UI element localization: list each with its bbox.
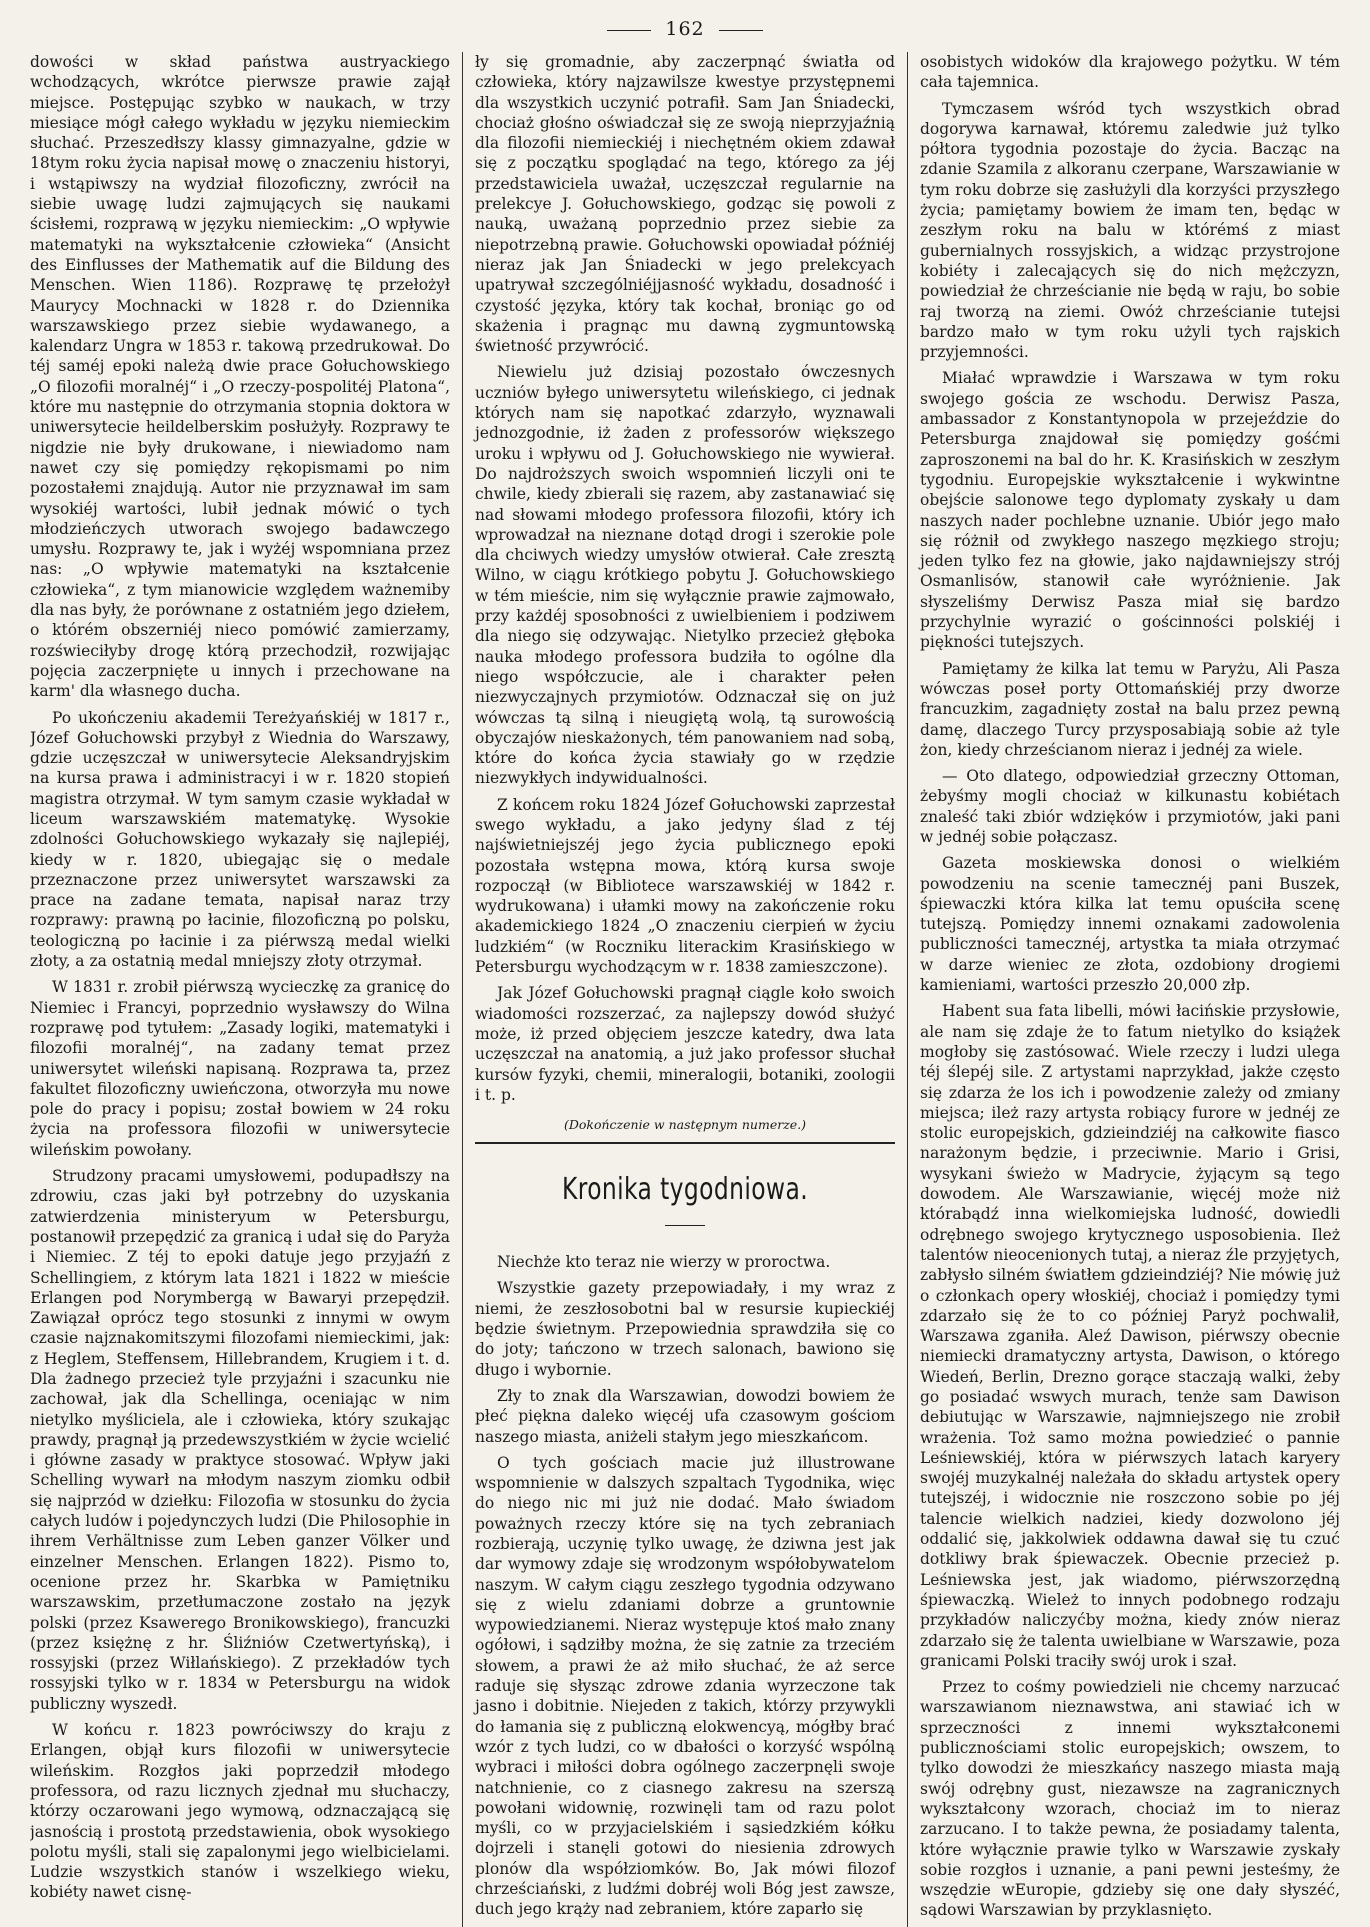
title-underline [665, 1225, 705, 1226]
chronicle-paragraph: osobistych widoków dla krajowego pożytku. W tém cała tajemnica. [920, 53, 1340, 92]
chronicle-paragraph: Habent sua fata libelli, mówi łacińskie przysłowie, ale nam się zdaje że to fatum nietylko do książek mogłoby się zastósować. Wiele rzeczy i ludzi ulega téj ślepéj sile. Z artystami naprzykład, jakże często się zdarza że los ich i powodzenie zależy od zmiany miejsca; ileż razy artysta robiący furore w jednéj ze stolic europejskich, gdzieindziéj na całkowite fiasco narażonym będzie, i przeciwnie. Mario i Grisi, wysykani świeżo w Madrycie, żyjącym są tego dowodem. Ale Warszawianie, więcéj może niż którabądź inna wielkomiejska ludność, dowiedli odrębnego swojego krytycznego usposobienia. Ileż talentów nieocenionych tutaj, a nieraz źle przyjętych, zabłysło silném światłem gdzieindziéj? Nie mówię już o członkach opery włoskiéj, chociaż i pomiędzy tymi zdarzało się że to co później Paryż pochwalił, Warszawa zganiła. Aleź Dawison, piérwszy obecnie niemiecki dramatyczny artysta, Dawison, o którego Wiedeń, Berlin, Drezno gorące staczają walki, żeby go posiadać wswych murach, tenże sam Dawison debiutując w Warszawie, najmniejszego nie zrobił wrażenia. Toż samo można powiedzieć o pannie Leśniewskiéj, która w piérwszych latach karyery swojéj muzykalnéj należała do składu artystek opery tutejszéj, i widocznie nie roszczono sobie po jéj talencie wielkich nadziei, kiedy dozwolono jéj oddalić się, jakkolwiek oddawna dawał się tu czuć dotkliwy brak śpiewaczek. Obecnie przecież p. Leśniewska jest, jak wiadomo, piérwszorzędną śpiewaczką. Wieleż to innych podobnego rodzaju przykładów naliczyćby można, kiedy znów nieraz zdarzało się że talenta uwielbiane w Warszawie, poza granicami Polski traciły swój urok i szał. [920, 1002, 1340, 1670]
article-paragraph: Z końcem roku 1824 Józef Gołuchowski zaprzestał swego wykładu, a jako jedyny ślad z téj najświetniejszéj jego życia publicznego epoki pozostała wstępna mowa, którą kursa swoje rozpoczął (w Bibliotece warszawskiéj w 1842 r. wydrukowana) i ułamki mowy na zakończenie roku akademickiego 1824 „O znaczeniu cierpień w życiu ludzkiém“ (w Roczniku literackim Krasińskiego w Petersburgu wychodzącym w r. 1838 zamieszczone). [475, 795, 895, 977]
article-paragraph: W końcu r. 1823 powróciwszy do kraju z Erlangen, objął kurs filozofii w uniwersytecie wileńskim. Rozgłos jaki poprzedził młodego professora, od razu licznych zjednał mu słuchaczy, którzy oczarowani jego wymową, odznaczającą się jasnością i prostotą przedstawienia, obok wysokiego polotu myśli, stali się zapalonymi jego wielbicielami. Ludzie wszystkich stanów i wszelkiego wieku, kobiéty nawet cisnę- [30, 1721, 450, 1902]
article-paragraph: Strudzony pracami umysłowemi, podupadłszy na zdrowiu, czas jaki był potrzebny do uzyskania zatwierdzenia ministeryum w Petersburgu, postanowił przepędzić za granicą i udał się do Paryża i Niemiec. Z téj to epoki datuje jego przyjaźń z Schellingiem, z którym lata 1821 i 1822 w mieście Erlangen pod Norymbergą w Bawaryi przepędził. Zawiązał oprócz tego stosunki z innymi w owym czasie najznakomitszymi filozofami niemieckimi, jak: z Heglem, Steffensem, Hillebrandem, Krugiem i t. d. Dla żadnego przecież tyle przyjaźni i szacunku nie zachował, jak dla Schellinga, oceniając w nim nietylko myśliciela, ale i człowieka, który szukając prawdy, pragnął ją przedewszystkiém w życie wcielić i główne zasady w praktyce stosować. Wpływ jaki Schelling wywarł na młodym naszym ziomku odbił się najprzód w dziełku: Filozofia w stosunku do życia całych ludów i pojedynczych ludzi (Die Philosophie in ihrem Verhältnisse zum Leben ganzer Völker und einzelner Menschen. Erlangen 1822). Pismo to, ocenione przez hr. Skarbka w Pamiętniku warszawskim, przetłumaczone zostało na język polski (przez Ksawerego Bronikowskiego), francuzki (przez księżnę z hr. Śliźniów Czetwertyńską), i rossyjski (przez Wiłlańskiego). Z przekładów tych rossyjski tylko w r. 1834 w Petersburgu na widok publiczny wyszedł. [30, 1167, 450, 1713]
newspaper-columns [30, 52, 1340, 1920]
chronicle-paragraph: Miałać wprawdzie i Warszawa w tym roku swojego gościa ze wschodu. Derwisz Pasza, ambassador z Konstantynopola w przejeździe do Petersburga znajdował się pomiędzy gośćmi zaproszonemi na bal do hr. K. Krasińskich w zeszłym tygodniu. Europejskie wykształcenie i wykwintne obejście salonowe tego dyplomaty zyskały u dam naszych nader pochlebne uznanie. Ubiór jego mało się różnił od zwykłego naszego męzkiego stroju; jeden tylko fez na głowie, jako najdawniejszy strój Osmanlisów, stanowił całe wyróżnienie. Jak słyszeliśmy Derwisz Pasza miał się bardzo przychylnie wyrazić o gościnności polskiéj i piękności tutejszych. [920, 369, 1340, 652]
column-3 [920, 52, 1340, 1927]
chronicle-paragraph: Tymczasem wśród tych wszystkich obrad dogorywa karnawał, któremu zaledwie już tylko półtora tygodnia pozostaje do życia. Bacząc na zdanie Szamila z alkoranu czerpane, Warszawianie w tym roku dobrze się zasłużyli dla korzyści przyszłego życia; pamiętamy bowiem że imam ten, będąc w zeszłym roku na balu w którémś z miast gubernialnych rossyjskich, a widząc przystrojone kobiéty i zalecających się do nich mężczyzn, powiedział że chrześcianie nie będą w raju, bo sobie raj tworzą na ziemi. Owóż chrześcianie tutejsi bardzo mało w tym roku użyli tych rajskich przyjemności. [920, 99, 1340, 362]
section-divider [475, 1142, 895, 1144]
chronicle-paragraph: — Oto dlatego, odpowiedział grzeczny Ottoman, żebyśmy mogli chociaż w kilkunastu kobiétach znaleść taki zbiór wdzięków i przymiotów, jaki pani w jednéj sobie połączasz. [920, 767, 1340, 846]
column-2 [475, 52, 895, 1927]
chronicle-paragraph: O tych gościach macie już illustrowane wspomnienie w dalszych szpaltach Tygodnika, więc do niego nic mi już nie dodać. Mało świadom poważnych rzeczy które się na tych zebraniach rozbierają, uczynię tylko uwagę, że dziwna jest jak dar wymowy zdaje się wrodzonym współobywatelom naszym. W całym ciągu zeszłego tygodnia odzywano się z wielu zdaniami dobrze a gruntownie wypowiedzianemi. Nieraz występuje ktoś mało znany ogółowi, i sądziłby można, że się zatnie za trzeciém słowem, a prawi że aż miło słuchać, że aż serce raduje się słysząc zdrowe zdania wyrzeczone tak jasno i dobitnie. Niejeden z takich, którzy przywykli do łamania się z publiczną elokwencyą, mógłby brać wzór z tych ludzi, co w dbałości o korzyść wspólną wybraci i miłości dobra ogólnego zaczerpnęli swoje natchnienie, co z ciasnego zakresu na szerszą powołani widownię, rozwinęli tam od razu polot myśli, co w przyjacielskiém i sąsiedzkiém kółku dojrzeli i stanęli gotowi do niesienia zdrowych plonów dla współziomków. Bo, Jak mówi filozof chrześciański, z ludźmi dobréj woli Bóg jest zawsze, duch jego krąży nad zebraniem, które zaparło się [475, 1453, 895, 1919]
chronicle-paragraph: Gazeta moskiewska donosi o wielkiém powodzeniu na scenie tamecznéj pani Buszek, śpiewaczki która kilka lat temu opuściła scenę tutejszą. Pomiędzy innemi oznakami zadowolenia publiczności tamecznéj, artystka ta miała otrzymać w darze wieniec ze złota, ozdobiony drogiemi kamieniami, wartości przeszło 20,000 złp. [920, 854, 1340, 995]
article-paragraph: Niewielu już dzisiaj pozostało ówczesnych uczniów byłego uniwersytetu wileńskiego, ci jednak których nam się napotkać zdarzyło, wyznawali jednozgodnie, iż żaden z professorów większego uroku i wpływu od J. Gołuchowskiego nie wywierał. Do najdroższych swoich wspomnień liczyli oni te chwile, kiedy zbierali się razem, aby zastanawiać się nad słowami młodego professora filozofii, który ich wprowadzał na nieznane dotąd drogi i szerokie pole dla chciwych wiedzy umysłów otwierał. Całe zresztą Wilno, w ciągu krótkiego pobytu J. Gołuchowskiego w tém mieście, nim się wyłącznie prawie zajmowało, przy każdéj sposobności z uwielbieniem i podziwem dla niego się odzywając. Nietylko przecież głęboka nauka młodego professora budziła to ogólne dla niego współczucie, ale i charakter pełen niezwyczajnych przymiotów. Odznaczał się on już wówczas tą silną i nieugiętą wolą, tą surowością obyczajów nieskażonych, tém panowaniem nad sobą, które do końca życia stawiały go w rzędzie niezwykłych indywidualności. [475, 363, 895, 788]
continuation-note: (Dokończenie w następnym numerze.) [563, 1117, 807, 1133]
page-number-right-rule [719, 30, 763, 31]
page-number-left-rule [607, 30, 651, 31]
chronicle-paragraph: Niechże kto teraz nie wierzy w proroctwa. [497, 1253, 831, 1272]
article-paragraph: dowości w skład państwa austryackiego wchodzących, wkrótce pierwsze prawie zajął miejsce. Postępując szybko w naukach, w trzy miesiące mógł całego wykładu w języku niemieckim słuchać. Przeszedłszy klassy gimnazyalne, gdzie w 18tym roku życia napisał mowę o znaczeniu historyi, i wstąpiwszy na wydział filozoficzny, zwrócił na siebie uwagę ludzi zajmujących się naukami ścisłemi, rozprawą w języku niemieckim: „O wpływie matematyki na wykształcenie człowieka“ (Ansicht des Einflusses der Mathematik auf die Bildung des Menschen. Wien 1186). Rozprawę tę przełożył Maurycy Mochnacki w 1828 r. do Dziennika warszawskiego przez siebie wydawanego, a kalendarz Ungra w 1853 r. takową przedrukował. Do téj saméj epoki należą dwie prace Gołuchowskiego „O filozofii moralnéj“ i „O rzeczy-pospolitéj Platona“, które mu następnie do otrzymania stopnia doktora w uniwersytecie heildelberskim posłużyły. Rozprawy te nigdzie nie były drukowane, i niewiadomo nam nawet czy się pomiędzy rękopismami po nim pozostałemi znajdują. Autor nie przyznawał im sam wysokiéj wartości, lubił jednak mówić o tych młodzieńczych utworach swojego badawczego umysłu. Rozprawy te, jak i wyżéj wspomniana przez nas: „O wpływie matematyki na kształcenie człowieka“, z tym mianowicie względem ważnemiby dla nas były, że porównane z ostatniém jego dziełem, o którém obszerniéj nieco pomówić zamierzamy, rozświeciłyby drogę którą przechodził, rozwijając pojęcia zaczerpnięte u innych i przechowane na karm' dla własnego ducha. [30, 53, 450, 701]
chronicle-paragraph: Wszystkie gazety przepowiadały, i my wraz z niemi, że zeszłosobotni bal w resursie kupieckiéj będzie świetnym. Przepowiednia sprawdziła się co do joty; tańczono w trzech salonach, bawiono się długo i wybornie. [475, 1279, 895, 1379]
page-number [0, 18, 1370, 40]
article-paragraph: Jak Józef Gołuchowski pragnął ciągle koło swoich wiadomości rozszerzać, za najlepszy dowód służyć może, iż przed objęciem jeszcze katedry, dwa lata uczęszczał na anatomią, a już jako professor słuchał kursów fyzyki, chemii, mineralogii, botaniki, zoologii i t. p. [475, 984, 895, 1104]
chronicle-paragraph: Przez to cośmy powiedzieli nie chcemy narzucać warszawianom nieznawstwa, ani stawiać ich w sprzeczności z innemi wykształconemi publicznościami stolic europejskich; owszem, to tylko dowodzi że mieszkańcy naszego miasta mają swój odrębny gust, niezawsze na zagranicznych wykształcony wzorach, chociaż im to nieraz zarzucano. I to także pewna, że posiadamy talenta, które wyłącznie prawie tylko w Warszawie zyskały sobie rozgłos i uznanie, a pani pewni jesteśmy, że wszędzie wEuropie, gdzieby się one dały słyszéć, sądowi Warszawian by przyklasnięto. [920, 1678, 1340, 1920]
article-paragraph: W 1831 r. zrobił piérwszą wycieczkę za granicę do Niemiec i Francyi, poprzednio wysławszy do Wilna rozprawę pod tytułem: „Zasady logiki, matematyki i filozofii moralnéj“, na zadany temat przez uniwersytet wileński napisaną. Rozprawa ta, przez fakultet filozoficzny uwieńczona, otworzyła mu nowe pole do pracy i popisu; został bowiem w 24 roku życia na professora filozofii w uniwersytecie wileńskim powołany. [30, 978, 450, 1159]
column-1 [30, 52, 450, 1927]
article-paragraph: Po ukończeniu akademii Tereżyańskiéj w 1817 r., Józef Gołuchowski przybył z Wiednia do Warszawy, gdzie uczęszczał w uniwersytecie Aleksandryjskim na kursa prawa i administracyi i w r. 1820 stopień magistra otrzymał. W tym samym czasie wykładał w liceum warszawskiém matematykę. Wysokie zdolności Gołuchowskiego wykazały się najlepiéj, kiedy w r. 1820, ubiegając się o medale przeznaczone przez uniwersytet warszawski za prace na zadane temata, napisał naraz trzy rozprawy: prawną po łacinie, filozoficzną po polsku, teologiczną po łacinie i za piérwszą medal wielki złoty, a za ostatnią medal mniejszy złoty otrzymał. [30, 708, 450, 971]
article-paragraph: ły się gromadnie, aby zaczerpnąć światła od człowieka, który najzawilsze kwestye przystępnemi dla wszystkich uczynić potrafił. Sam Jan Śniadecki, chociaż głośno oświadczał się ze swoją nieprzyjaźnią dla filozofii niemieckiéj i niechętném okiem zdawał się z początku spoglądać na tego, którego za jéj przedstawiciela uważał, uczęszczał regularnie na prelekcye J. Gołuchowskiego, godząc się powoli z nauką, uważaną poprzednio przez siebie za niepotrzebną prawie. Gołuchowski opowiadał późniéj nieraz jak Jan Śniadecki w jego prelekcyach upatrywał szczególniéjjasność wykładu, dosadność i czystość języka, który tak kochał, broniąc go od skażenia i pragnąc mu dawną zygmuntowską świetność przywrócić. [475, 53, 895, 356]
page-number-text: 162 [665, 18, 705, 40]
chronicle-paragraph: Zły to znak dla Warszawian, dowodzi bowiem że płeć piękna daleko więcéj ufa czasowym gościom naszego miasta, aniżeli stałym jego mieszkańcom. [475, 1386, 895, 1446]
section-title: Kronika tygodniowa. [561, 1172, 809, 1208]
chronicle-paragraph: Pamiętamy że kilka lat temu w Paryżu, Ali Pasza wówczas poseł porty Ottomańskiéj przy dworze francuzkim, zagadnięty został na balu przez pewną damę, dlaczego Turcy przysposabiają sobie aż tyle żon, kiedy chrześcianom nieraz i jednéj za wiele. [920, 659, 1340, 759]
